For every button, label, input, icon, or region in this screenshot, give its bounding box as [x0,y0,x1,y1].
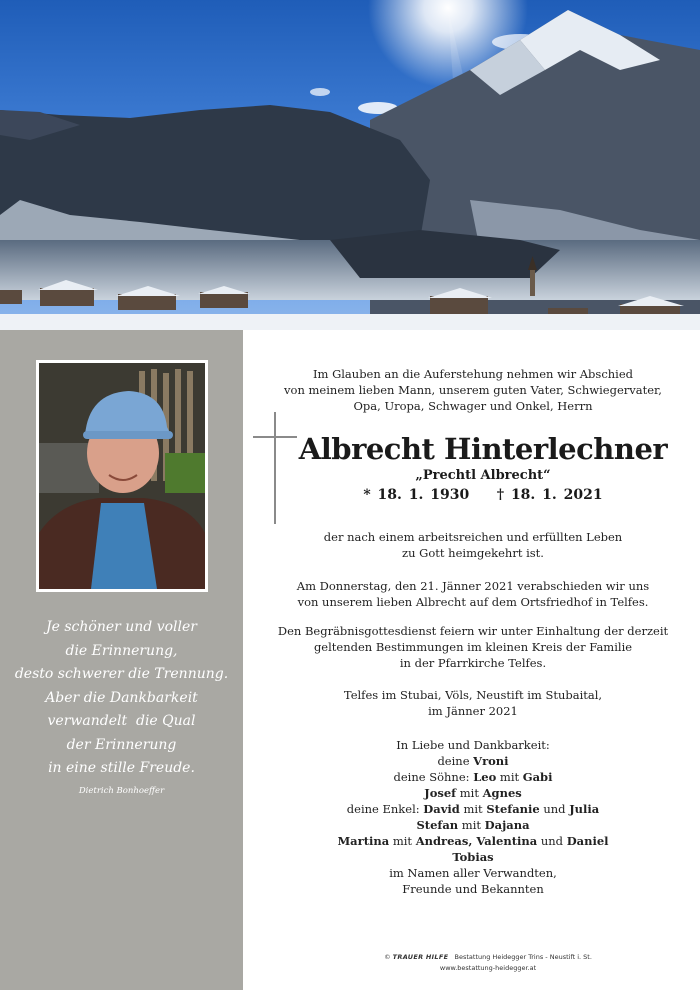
text-line: Den Begräbnisgottesdienst feiern wir unter Einhaltung der derzeit [277,624,669,638]
family-line: Stefan mit Dajana [416,818,530,832]
intro-line: Opa, Uropa, Schwager und Onkel, Herrn [353,399,593,413]
family-line: In Liebe und Dankbarkeit: [396,738,550,752]
portrait-frame [36,360,208,592]
paragraph-farewell [273,578,673,610]
family-line: deine Vroni [437,754,509,768]
family-line: Martina mit Andreas, Valentina und Daniel [337,834,609,848]
family-line: im Namen aller Verwandten, [389,866,557,880]
family-list [273,737,673,897]
landscape-photo [0,0,700,330]
text-line: der nach einem arbeitsreichen und erfüllten Leben [323,530,623,544]
death-date: † 18. 1. 2021 [496,487,603,503]
place-and-date [273,687,673,719]
family-line: deine Söhne: Leo mit Gabi [393,770,553,784]
family-line: Tobias [452,850,494,864]
deceased-name: Albrecht Hinterlechner [298,432,668,466]
family-line: Freunde und Bekannten [402,882,544,896]
text-line: im Jänner 2021 [428,704,518,718]
footer [343,952,633,974]
quote-line: die Erinnerung, [65,642,178,659]
text-line: in der Pfarrkirche Telfes. [399,656,547,670]
portrait-photo [39,363,205,589]
quote-line: in eine stille Freude. [48,760,195,776]
text-line: Am Donnerstag, den 21. Jänner 2021 verabschieden wir uns [296,579,650,593]
quote-line: Aber die Dankbarkeit [45,689,198,706]
footer-credit: © TRAUER HILFE Bestattung Heidegger Trins - Neustift i. St. [384,953,592,961]
family-line: deine Enkel: David mit Stefanie und Julia [346,802,600,816]
brand-logo: TRAUER HILFE [392,953,449,961]
quote-line: desto schwerer die Trennung. [14,666,229,682]
text-line: zu Gott heimgekehrt ist. [402,546,544,560]
family-line: Josef mit Agnes [424,786,522,800]
memorial-quote [0,616,243,781]
text-line: von unserem lieben Albrecht auf dem Ortsfriedhof in Telfes. [297,595,649,609]
birth-date: * 18. 1. 1930 [363,487,470,503]
intro-line: Im Glauben an die Auferstehung nehmen wir Abschied [312,367,634,381]
footer-website[interactable]: www.bestattung-heidegger.at [439,964,537,972]
quote-line: der Erinnerung [66,736,177,753]
quote-line: Je schöner und voller [46,619,197,635]
intro-line: von meinem lieben Mann, unserem guten Vater, Schwiegervater, [284,383,662,397]
life-dates [283,487,683,503]
quote-author: Dietrich Bonhoeffer [78,786,165,796]
text-line: geltenden Bestimmungen im kleinen Kreis der Familie [313,640,633,654]
intro-text [273,366,673,414]
sidebar [0,330,243,990]
paragraph-life [273,529,673,561]
paragraph-service [273,623,673,671]
obituary-content [243,330,700,990]
quote-line: verwandelt die Qual [47,713,196,729]
text-line: Telfes im Stubai, Völs, Neustift im Stubaital, [343,688,603,702]
deceased-nickname: „Prechtl Albrecht“ [415,468,551,483]
